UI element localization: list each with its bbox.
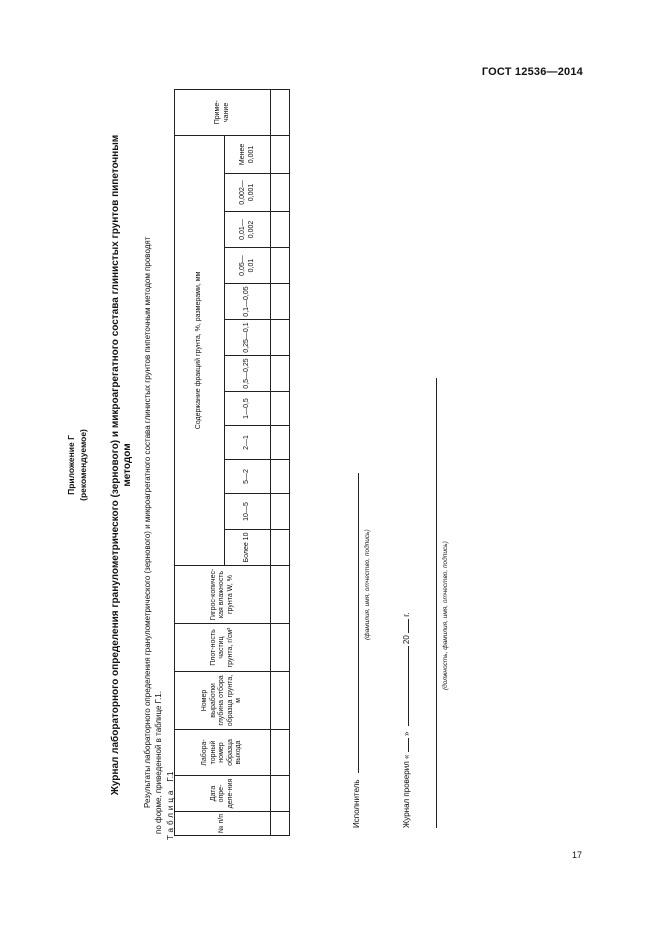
checked-line (402, 613, 411, 828)
header-date: Дата опре-деле-ния (175, 776, 271, 812)
page-number: 17 (572, 850, 583, 860)
checked-hint: (должность, фамилия, имя, отчество, подпись) (442, 541, 449, 690)
checked-year: 20 (402, 635, 411, 645)
executor-line (352, 473, 361, 828)
fraction-11: Менее 0,001 (225, 135, 271, 173)
journal-table (174, 89, 290, 836)
intro-line1: Результаты лабораторного определения гранулометрического (зернового) и микроагрегатного состава глинистых грунтов пипеточным методом проводят (143, 236, 152, 808)
fraction-8: 0,05—0,01 (225, 248, 271, 284)
header-lab-number: Лабора-торный номер образца выхода (175, 730, 271, 776)
checked-g: г. (402, 612, 411, 617)
fraction-3: 2—1 (225, 426, 271, 460)
fraction-4: 1—0,5 (225, 392, 271, 426)
checked-label: Журнал проверил « (402, 754, 411, 828)
table-row-blank (271, 89, 290, 835)
appendix-block (64, 90, 94, 840)
header-note: Приме-чание (175, 89, 271, 135)
standard-number: ГОСТ 12536—2014 (481, 66, 583, 78)
header-moisture: Гигрос-копичес-кая влажность грунта W, % (175, 566, 271, 624)
header-num: № п/п (175, 812, 271, 836)
fraction-5: 0,5—0,25 (225, 356, 271, 392)
fraction-9: 0,01—0,002 (225, 212, 271, 248)
fraction-7: 0,1—0,05 (225, 284, 271, 320)
intro-line2: по форме, приведенной в таблице Г.1. (154, 691, 163, 834)
checked-quote: » (402, 731, 411, 737)
appendix-note: (рекомендуемое) (78, 429, 88, 501)
signatures-block (350, 90, 460, 840)
checked-signature-line (436, 378, 437, 828)
fraction-2: 5—2 (225, 460, 271, 494)
rotated-content (108, 90, 298, 840)
executor-hint: (фамилия, имя, отчество, подпись) (364, 529, 371, 640)
table-caption-number: Г.1 (166, 771, 175, 782)
intro-text (142, 94, 164, 834)
fraction-0: Более 10 (225, 530, 271, 566)
journal-title-line2: методом (122, 443, 133, 487)
journal-title-line1: Журнал лабораторного определения гранулометрического (зернового) и микроагрегатного состава глинистых грунтов пипеточным (110, 134, 121, 796)
appendix-title: Приложение Г (66, 435, 76, 495)
header-density: Плот-ность частиц грунта, г/см³ (175, 624, 271, 672)
header-mine-depth: Номер выработки глубина отбора образца грунта, м (175, 672, 271, 730)
fraction-1: 10—5 (225, 494, 271, 530)
fraction-6: 0,25—0,1 (225, 320, 271, 356)
executor-label: Исполнитель (352, 779, 361, 828)
header-fractions: Содержание фракций грунта, %, размерами, мм (175, 135, 225, 565)
fraction-10: 0,002—0,001 (225, 174, 271, 212)
table-caption-word: Таблица (166, 787, 175, 840)
